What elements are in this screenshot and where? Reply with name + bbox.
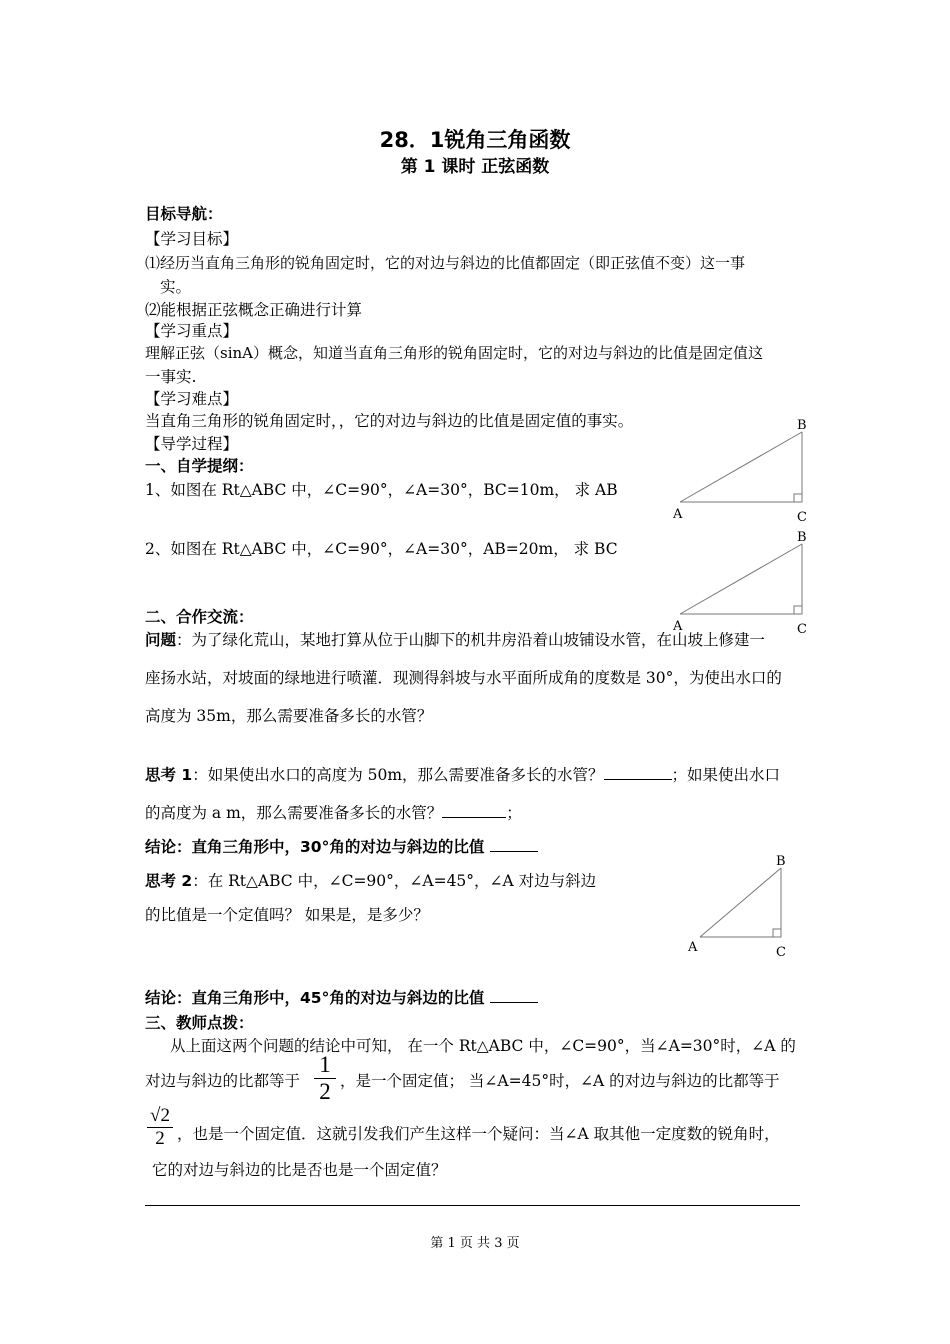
objective-1: ⑴经历当直角三角形的锐角固定时，它的对边与斜边的比值都固定（即正弦值不变）这一事 bbox=[145, 254, 746, 272]
problem-line-2: 座扬水站，对坡面的绿地进行喷灌．现测得斜坡与水平面所成角的度数是 30°，为使出水口的 bbox=[145, 669, 782, 687]
vertex-c-label: C bbox=[797, 622, 807, 637]
focus-label: 【学习重点】 bbox=[145, 322, 239, 340]
cooperation-heading: 二、合作交流： bbox=[145, 608, 254, 626]
teacher-line-4: 它的对边与斜边的比是否也是一个固定值？ bbox=[152, 1161, 447, 1179]
think-1-line-1 bbox=[145, 765, 780, 785]
vertex-c-label: C bbox=[797, 510, 807, 525]
objective-1-cont: 实。 bbox=[160, 278, 192, 296]
vertex-b-label: B bbox=[797, 418, 807, 433]
difficulty-text: 当直角三角形的锐角固定时，，它的对边与斜边的比值是固定值的事实。 bbox=[145, 412, 634, 430]
think-2-line-2: 的比值是一个定值吗？ 如果是，是多少？ bbox=[145, 906, 429, 924]
conclusion-2-text: 结论：直角三角形中，45°角的对边与斜边的比值 bbox=[145, 989, 485, 1007]
vertex-b-label: B bbox=[776, 854, 786, 869]
triangle-figure-1 bbox=[668, 414, 818, 526]
think-1-line-2 bbox=[145, 803, 522, 823]
vertex-a-label: A bbox=[688, 940, 698, 955]
problem-line-1 bbox=[145, 630, 765, 650]
conclusion-1 bbox=[145, 837, 538, 857]
think-1-end: ； bbox=[506, 804, 522, 822]
conclusion-1-text: 结论：直角三角形中，30°角的对边与斜边的比值 bbox=[145, 838, 485, 856]
fraction-numerator: 1 bbox=[319, 1052, 331, 1077]
objectives-label: 【学习目标】 bbox=[145, 230, 239, 248]
answer-blank[interactable] bbox=[604, 765, 672, 780]
teacher-line-3: ，也是一个固定值．这就引发我们产生这样一个疑问：当∠A 取其他一定度数的锐角时， bbox=[177, 1125, 780, 1143]
problem-label: 问题 bbox=[145, 631, 177, 649]
objective-2: ⑵能根据正弦概念正确进行计算 bbox=[145, 301, 363, 319]
teacher-line-2b: ，是一个固定值； 当∠A=45°时，∠A 的对边与斜边的比都等于 bbox=[340, 1072, 780, 1090]
difficulty-label: 【学习难点】 bbox=[145, 390, 239, 408]
focus-text: 理解正弦（sinA）概念，知道当直角三角形的锐角固定时，它的对边与斜边的比值是固定值这 bbox=[145, 344, 763, 362]
vertex-a-label: A bbox=[673, 507, 683, 522]
think-2-label: 思考 2 bbox=[145, 872, 193, 890]
vertex-b-label: B bbox=[797, 530, 807, 545]
fraction-denominator: 2 bbox=[155, 1128, 165, 1149]
think-1-label: 思考 1 bbox=[145, 766, 193, 784]
teacher-line-1: 从上面这两个问题的结论中可知， 在一个 Rt△ABC 中，∠C=90°，当∠A=30°时，∠A 的 bbox=[170, 1037, 796, 1055]
answer-blank[interactable] bbox=[490, 988, 538, 1003]
think-1-text: ：如果使出水口的高度为 50m，那么需要准备多长的水管？ bbox=[192, 766, 604, 784]
think-1-text-b: ；如果使出水口 bbox=[671, 766, 781, 784]
conclusion-2 bbox=[145, 988, 538, 1008]
page-subtitle: 第 1 课时 正弦函数 bbox=[400, 157, 550, 177]
think-2-line-1 bbox=[145, 871, 596, 891]
fraction-numerator: √2 bbox=[150, 1105, 170, 1126]
vertex-c-label: C bbox=[776, 945, 786, 960]
footer-divider bbox=[145, 1205, 800, 1206]
answer-blank[interactable] bbox=[442, 803, 506, 818]
process-label: 【导学过程】 bbox=[145, 435, 239, 453]
teacher-heading: 三、教师点拨： bbox=[145, 1014, 254, 1032]
focus-text-cont: 一事实. bbox=[145, 368, 197, 386]
think-1-text-2: 的高度为 a m，那么需要准备多长的水管？ bbox=[145, 804, 443, 822]
problem-line-3: 高度为 35m，那么需要准备多长的水管？ bbox=[145, 707, 433, 725]
fraction-denominator: 2 bbox=[319, 1079, 331, 1104]
vertex-a-label: A bbox=[673, 619, 683, 634]
question-2: 2、如图在 Rt△ABC 中，∠C=90°，∠A=30°，AB=20m， 求 BC bbox=[145, 540, 618, 558]
page-title: 28．1锐角三角函数 bbox=[379, 128, 571, 152]
fraction-one-half bbox=[311, 1052, 339, 1105]
self-study-heading: 一、自学提纲： bbox=[145, 457, 254, 475]
triangle-figure-3 bbox=[678, 850, 808, 965]
goals-heading: 目标导航： bbox=[145, 205, 223, 223]
page-number: 第 1 页 共 3 页 bbox=[430, 1236, 520, 1251]
think-2-text: ：在 Rt△ABC 中，∠C=90°，∠A=45°，∠A 对边与斜边 bbox=[192, 872, 597, 890]
question-1: 1、如图在 Rt△ABC 中，∠C=90°，∠A=30°，BC=10m， 求 AB bbox=[145, 481, 618, 499]
fraction-root-two-half bbox=[144, 1105, 176, 1150]
triangle-figure-2 bbox=[668, 526, 818, 638]
answer-blank[interactable] bbox=[490, 837, 538, 852]
problem-text: ：为了绿化荒山，某地打算从位于山脚下的机井房沿着山坡铺设水管，在山坡上修建一 bbox=[176, 631, 766, 649]
teacher-line-2a: 对边与斜边的比都等于 bbox=[145, 1072, 301, 1090]
